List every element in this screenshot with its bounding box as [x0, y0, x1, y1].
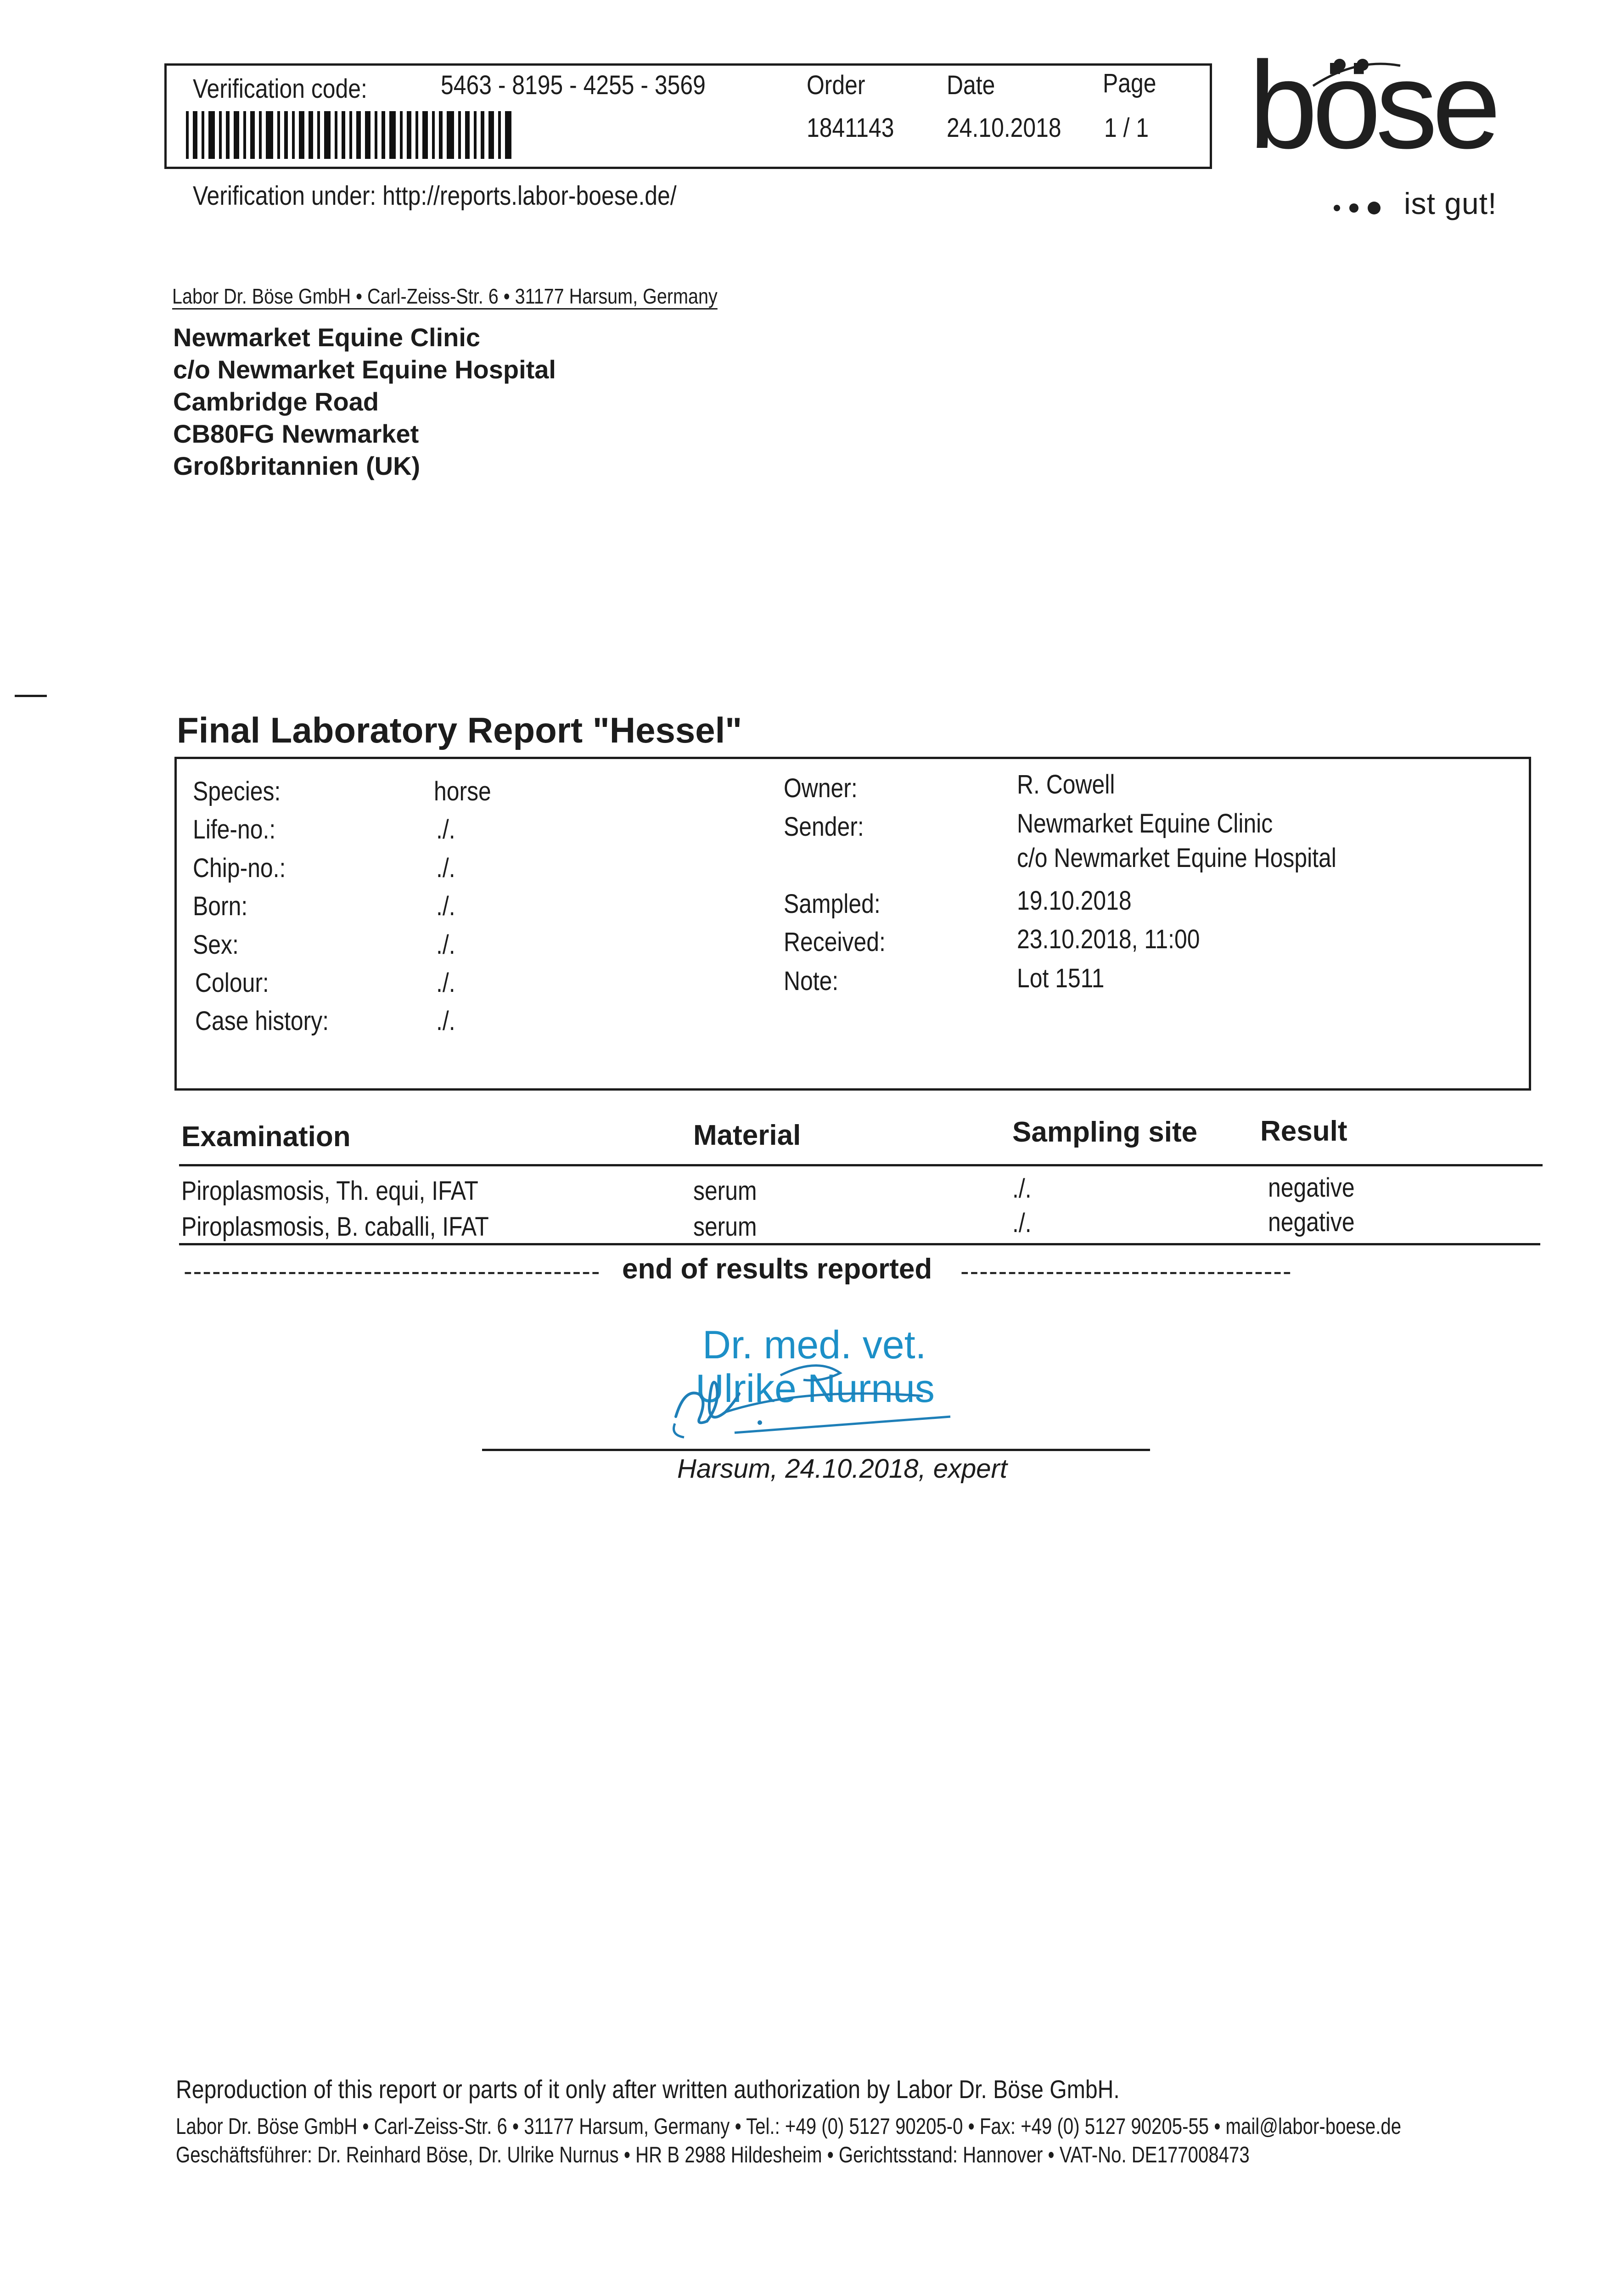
recipient-line: Cambridge Road: [173, 387, 379, 416]
barcode-bar: [465, 111, 470, 159]
logo-wordmark: böse: [1249, 36, 1496, 174]
result-header: Result: [1260, 1115, 1347, 1147]
order-value: 1841143: [807, 113, 894, 143]
barcode-bar: [226, 111, 230, 159]
barcode-bar: [349, 111, 352, 159]
barcode-bar: [415, 111, 418, 159]
barcode-bar: [458, 111, 461, 159]
barcode-bar: [365, 111, 370, 159]
species-label: Species:: [193, 777, 281, 806]
fold-mark: [15, 695, 47, 697]
owner-value: R. Cowell: [1017, 770, 1115, 799]
examination-cell: Piroplasmosis, Th. equi, IFAT: [181, 1176, 478, 1206]
end-rule-left: --------------------------------------------: [184, 1256, 601, 1285]
handwritten-signature: [666, 1348, 987, 1456]
barcode-bar: [474, 111, 477, 159]
verification-code-label: Verification code:: [193, 74, 367, 104]
received-value: 23.10.2018, 11:00: [1017, 924, 1200, 954]
recipient-line: c/o Newmarket Equine Hospital: [173, 355, 556, 384]
barcode-bar: [382, 111, 385, 159]
material-cell: serum: [693, 1212, 757, 1242]
signature-stamp-line-2: Ulrike Nurnus: [696, 1367, 935, 1411]
barcode-bar: [356, 111, 361, 159]
date-value: 24.10.2018: [947, 113, 1061, 143]
life-no-label: Life-no.:: [193, 815, 276, 844]
barcode-bar: [219, 111, 222, 159]
species-value: horse: [434, 777, 491, 806]
footer-legal-line: Geschäftsführer: Dr. Reinhard Böse, Dr. Ulrike Nurnus • HR B 2988 Hildesheim • Gerichtsstand: Hannover • VAT-No. DE177008473: [176, 2143, 1250, 2167]
examination-header: Examination: [181, 1121, 351, 1153]
barcode-bar: [481, 111, 484, 159]
sampled-value: 19.10.2018: [1017, 886, 1132, 916]
case-history-value: ./.: [436, 1006, 455, 1036]
life-no-value: ./.: [436, 815, 455, 844]
logo-tagline: ist gut!: [1404, 186, 1497, 220]
note-label: Note:: [784, 966, 839, 996]
page-label: Page: [1103, 68, 1156, 98]
page-value: 1 / 1: [1104, 113, 1149, 143]
sampling-site-header: Sampling site: [1012, 1116, 1198, 1148]
sender-address-line: Labor Dr. Böse GmbH • Carl-Zeiss-Str. 6 • 31177 Harsum, Germany: [172, 284, 718, 308]
sender-label: Sender:: [784, 812, 864, 842]
result-cell: negative: [1268, 1173, 1355, 1203]
barcode-bar: [299, 111, 304, 159]
barcode-bar: [292, 111, 295, 159]
barcode-bar: [439, 111, 443, 159]
table-bottom-rule: [179, 1243, 1540, 1245]
born-value: ./.: [436, 891, 455, 921]
material-cell: serum: [693, 1176, 757, 1206]
material-header: Material: [693, 1120, 801, 1151]
barcode-bar: [186, 111, 189, 159]
barcode-bar: [202, 111, 204, 159]
recipient-line: Newmarket Equine Clinic: [173, 323, 481, 352]
received-label: Received:: [784, 927, 886, 957]
date-label: Date: [947, 70, 995, 100]
order-label: Order: [807, 70, 865, 100]
sender-value-line-2: c/o Newmarket Equine Hospital: [1017, 843, 1336, 873]
born-label: Born:: [193, 891, 248, 921]
colour-label: Colour:: [195, 968, 269, 998]
examination-cell: Piroplasmosis, B. caballi, IFAT: [181, 1212, 489, 1242]
barcode-bar: [498, 111, 501, 159]
chip-no-label: Chip-no.:: [193, 853, 286, 883]
barcode-bar: [277, 111, 280, 159]
barcode-bar: [432, 111, 435, 159]
barcode: [186, 111, 526, 159]
barcode-bar: [324, 111, 331, 159]
barcode-bar: [259, 111, 262, 159]
case-history-label: Case history:: [195, 1006, 329, 1036]
table-header-rule: [179, 1164, 1543, 1166]
result-cell: negative: [1268, 1207, 1355, 1237]
barcode-bar: [284, 111, 288, 159]
barcode-bar: [422, 111, 428, 159]
barcode-bar: [266, 111, 273, 159]
barcode-bar: [208, 111, 215, 159]
signature-caption: Harsum, 24.10.2018, expert: [677, 1454, 1007, 1484]
barcode-bar: [342, 111, 345, 159]
sex-label: Sex:: [193, 930, 239, 960]
verification-code-value: 5463 - 8195 - 4255 - 3569: [441, 70, 706, 100]
barcode-bar: [488, 111, 494, 159]
sender-value: Newmarket Equine Clinic: [1017, 809, 1273, 838]
barcode-bar: [335, 111, 337, 159]
end-rule-right: -----------------------------------: [960, 1256, 1292, 1285]
sex-value: ./.: [436, 930, 455, 960]
barcode-bar: [250, 111, 255, 159]
patient-info-box: [174, 757, 1531, 1091]
recipient-address: [173, 321, 556, 482]
footer-reproduction-notice: Reproduction of this report or parts of it only after written authorization by Labor Dr. Böse GmbH.: [176, 2075, 1120, 2104]
signature-line: [482, 1449, 1150, 1451]
end-of-results: end of results reported: [622, 1253, 932, 1285]
note-value: Lot 1511: [1017, 963, 1105, 993]
barcode-bar: [447, 111, 454, 159]
owner-label: Owner:: [784, 773, 858, 803]
colour-value: ./.: [436, 968, 455, 998]
recipient-line: Großbritannien (UK): [173, 451, 421, 480]
recipient-line: CB80FG Newmarket: [173, 419, 419, 448]
barcode-bar: [505, 111, 511, 159]
signature-stamp-line-1: Dr. med. vet.: [702, 1323, 926, 1367]
barcode-bar: [234, 111, 239, 159]
verification-url: Verification under: http://reports.labor-boese.de/: [193, 181, 677, 211]
sampling-site-cell: ./.: [1012, 1174, 1032, 1204]
barcode-bar: [243, 111, 246, 159]
barcode-bar: [407, 111, 411, 159]
barcode-bar: [400, 111, 403, 159]
barcode-bar: [375, 111, 377, 159]
barcode-bar: [389, 111, 396, 159]
chip-no-value: ./.: [436, 853, 455, 883]
report-title: Final Laboratory Report "Hessel": [177, 710, 742, 750]
sampled-label: Sampled:: [784, 889, 881, 919]
barcode-bar: [193, 111, 197, 159]
barcode-bar: [309, 111, 313, 159]
barcode-bar: [317, 111, 320, 159]
footer-contact-line: Labor Dr. Böse GmbH • Carl-Zeiss-Str. 6 • 31177 Harsum, Germany • Tel.: +49 (0) 5127 90205-0 • Fax: +49 (0) 5127 90205-55 • mail@labor-boese.de: [176, 2114, 1402, 2139]
sampling-site-cell: ./.: [1012, 1208, 1032, 1238]
